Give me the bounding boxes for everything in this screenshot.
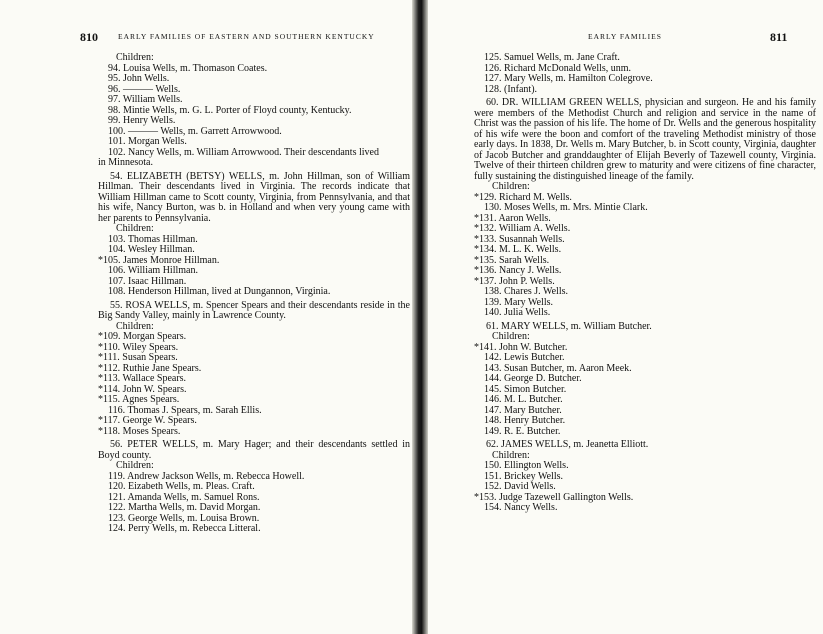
list-item: 97. William Wells. bbox=[108, 94, 183, 105]
right-page bbox=[428, 0, 823, 634]
list-item: 125. Samuel Wells, m. Jane Craft. bbox=[484, 52, 620, 63]
list-item: 108. Henderson Hillman, lived at Dungannon, Virginia. bbox=[108, 286, 331, 297]
list-item: *118. Moses Spears. bbox=[98, 425, 181, 437]
list-item: 124. Perry Wells, m. Rebecca Litteral. bbox=[108, 523, 261, 534]
list-item: *105. James Monroe Hillman. bbox=[98, 254, 220, 266]
list-item: 139. Mary Wells. bbox=[484, 296, 554, 308]
list-item: 123. George Wells, m. Louisa Brown. bbox=[108, 512, 260, 524]
list-item: 142. Lewis Butcher. bbox=[484, 352, 565, 363]
children-heading: Children: bbox=[492, 449, 530, 461]
list-item: *109. Morgan Spears. bbox=[98, 331, 187, 342]
list-item: 101. Morgan Wells. bbox=[108, 136, 187, 147]
right-page-body bbox=[474, 53, 816, 514]
list-item: 147. Mary Butcher. bbox=[484, 404, 562, 416]
list-item: 126. Richard McDonald Wells, unm. bbox=[484, 62, 632, 74]
list-item: 103. Thomas Hillman. bbox=[108, 233, 198, 245]
book-gutter bbox=[412, 0, 428, 634]
list-item: 151. Brickey Wells. bbox=[484, 470, 563, 482]
list-item: 130. Moses Wells, m. Mrs. Mintie Clark. bbox=[484, 202, 648, 213]
list-item: 149. R. E. Butcher. bbox=[484, 425, 561, 437]
children-heading: Children: bbox=[116, 223, 154, 234]
list-item: 152. David Wells. bbox=[484, 481, 556, 492]
list-item: 128. (Infant). bbox=[484, 83, 538, 95]
list-item: 119. Andrew Jackson Wells, m. Rebecca Howell. bbox=[108, 470, 305, 482]
running-title: EARLY FAMILIES bbox=[588, 32, 662, 41]
list-item: *112. Ruthie Jane Spears. bbox=[98, 362, 202, 374]
paragraph: 55. ROSA WELLS, m. Spencer Spears and their descendants reside in the Big Sandy Valley, mainly in Lawrence County. bbox=[98, 299, 410, 321]
list-item: 150. Ellington Wells. bbox=[484, 460, 569, 471]
list-item: 127. Mary Wells, m. Hamilton Colegrove. bbox=[484, 73, 653, 84]
list-item: *111. Susan Spears. bbox=[98, 352, 178, 363]
list-item: 148. Henry Butcher. bbox=[484, 415, 566, 426]
list-item: 100. ——— Wells, m. Garrett Arrowwood. bbox=[108, 125, 282, 137]
list-item: 138. Chares J. Wells. bbox=[484, 286, 569, 297]
list-item: 95. John Wells. bbox=[108, 73, 170, 84]
list-item: *137. John P. Wells. bbox=[474, 275, 555, 287]
left-page-body bbox=[98, 53, 410, 535]
list-item: 116. Thomas J. Spears, m. Sarah Ellis. bbox=[108, 404, 262, 416]
list-item: 144. George D. Butcher. bbox=[484, 373, 582, 384]
list-item: *110. Wiley Spears. bbox=[98, 341, 179, 353]
paragraph: 62. JAMES WELLS, m. Jeanetta Elliott. bbox=[486, 439, 649, 450]
list-item: *134. M. L. K. Wells. bbox=[474, 244, 562, 255]
paragraph: 60. DR. WILLIAM GREEN WELLS, physician and surgeon. He and his family were members of the Methodist Church and religion and service in the name of Christ was the passion of his life. The home of Dr. Wells and the generous hospitality of his wife were the boon and comfort of the traveling Methodist ministry of those early days. In 1838, Dr. Wells m. Mary Butcher, b. in Scott county, Virginia, daughter of Jacob Butcher and granddaughter of Elijah Beverly of Tazewell county, Virginia. Twelve of their thirteen children grew to maturity and were citizens of fine character, fully sustaining the distinguished lineage of the family. bbox=[474, 97, 816, 182]
list-item: 143. Susan Butcher, m. Aaron Meek. bbox=[484, 362, 632, 374]
list-item: 154. Nancy Wells. bbox=[484, 502, 558, 513]
paragraph: 54. ELIZABETH (BETSY) WELLS, m. John Hillman, son of William Hillman. Their descendants lived in Virginia. The records indicate that William Hillman came to Scott county, Virginia, from Pennsylvania, and that his wife, Nancy Burton, was b. in Holland and when very young came with her parents to Pennsylvania. bbox=[98, 170, 410, 224]
children-heading: Children: bbox=[492, 331, 530, 342]
list-item: *141. John W. Butcher. bbox=[474, 341, 568, 353]
list-item: *114. John W. Spears. bbox=[98, 383, 187, 395]
list-item: 140. Julia Wells. bbox=[484, 307, 551, 318]
list-item: *135. Sarah Wells. bbox=[474, 254, 550, 266]
left-page-header bbox=[80, 30, 390, 45]
list-item: *132. William A. Wells. bbox=[474, 223, 571, 234]
list-item: *129. Richard M. Wells. bbox=[474, 191, 572, 203]
list-item-continuation: in Minnesota. bbox=[98, 157, 153, 168]
list-item: *133. Susannah Wells. bbox=[474, 233, 565, 245]
page-number: 811 bbox=[770, 30, 788, 44]
paragraph: 61. MARY WELLS, m. William Butcher. bbox=[486, 320, 652, 332]
page-number: 810 bbox=[80, 30, 98, 44]
list-item: *117. George W. Spears. bbox=[98, 415, 197, 426]
list-item: *136. Nancy J. Wells. bbox=[474, 265, 562, 276]
children-heading: Children: bbox=[116, 460, 154, 471]
list-item: 104. Wesley Hillman. bbox=[108, 244, 195, 255]
children-heading: Children: bbox=[116, 52, 154, 63]
list-item: *113. Wallace Spears. bbox=[98, 373, 187, 384]
list-item: 98. Mintie Wells, m. G. L. Porter of Floyd county, Kentucky. bbox=[108, 104, 352, 116]
paragraph: 56. PETER WELLS, m. Mary Hager; and their descendants settled in Boyd county. bbox=[98, 439, 410, 461]
list-item: 146. M. L. Butcher. bbox=[484, 394, 563, 405]
list-item: 145. Simon Butcher. bbox=[484, 383, 567, 395]
list-item: 102. Nancy Wells, m. William Arrowwood. Their descendants lived bbox=[108, 146, 379, 158]
list-item: 99. Henry Wells. bbox=[108, 115, 176, 126]
list-item: 121. Amanda Wells, m. Samuel Rons. bbox=[108, 491, 260, 503]
list-item: 106. William Hillman. bbox=[108, 265, 198, 276]
list-item: 94. Louisa Wells, m. Thomason Coates. bbox=[108, 62, 268, 74]
list-item: *115. Agnes Spears. bbox=[98, 394, 180, 405]
running-title: EARLY FAMILIES OF EASTERN AND SOUTHERN KENTUCKY bbox=[118, 32, 375, 41]
children-heading: Children: bbox=[492, 181, 530, 192]
list-item: 122. Martha Wells, m. David Morgan. bbox=[108, 502, 261, 513]
children-heading: Children: bbox=[116, 320, 154, 332]
list-item: *153. Judge Tazewell Gallington Wells. bbox=[474, 491, 634, 503]
list-item: 120. Eizabeth Wells, m. Pleas. Craft. bbox=[108, 481, 255, 492]
list-item: 107. Isaac Hillman. bbox=[108, 275, 187, 287]
list-item: *131. Aaron Wells. bbox=[474, 212, 551, 224]
list-item: 96. ——— Wells. bbox=[108, 83, 181, 95]
